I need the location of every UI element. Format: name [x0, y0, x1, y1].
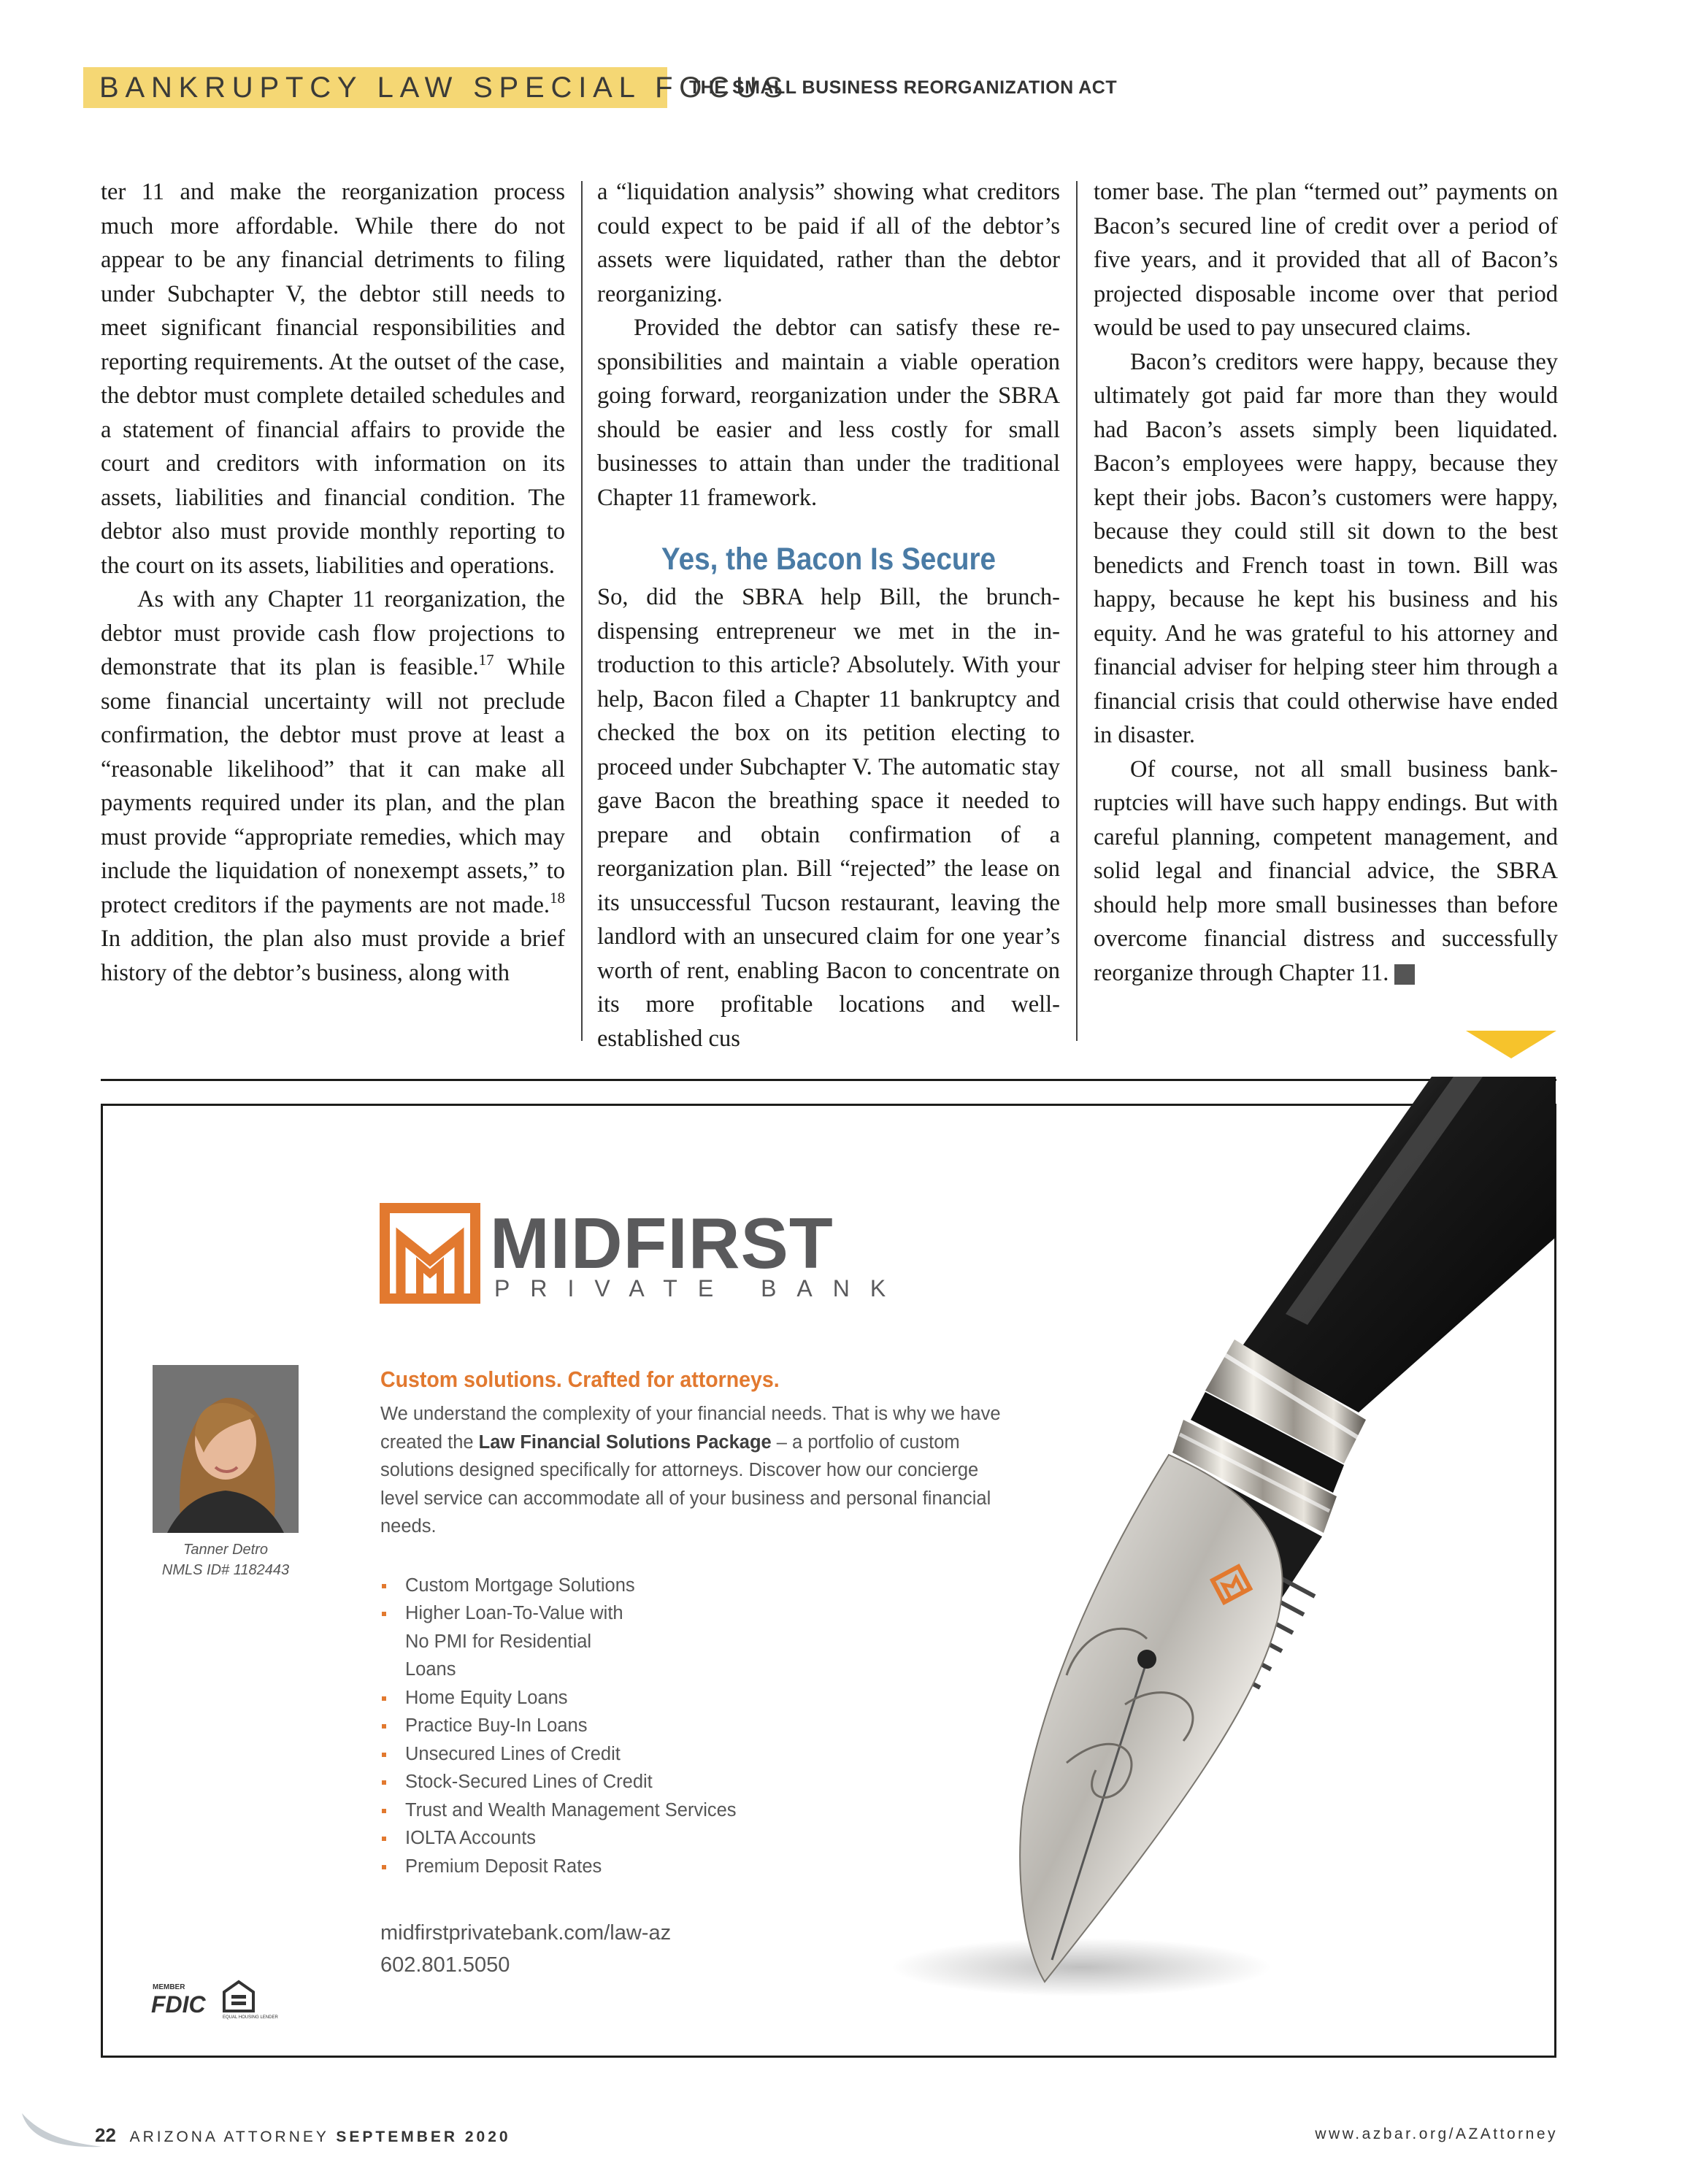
service-item: Home Equity Loans — [380, 1684, 1008, 1712]
person-portrait-icon — [153, 1365, 299, 1533]
ad-separator — [101, 1079, 1556, 1081]
services-list — [380, 1572, 1008, 1881]
ad-url-link[interactable]: midfirstprivatebank.com/law-az — [380, 1921, 672, 1945]
column-divider — [1076, 181, 1078, 1041]
paragraph-text: As with any Chapter 11 reorganization, the debtor must provide cash flow projections to demonstrate that its plan is feasible. — [101, 586, 565, 680]
article-column-1 — [101, 175, 565, 990]
fdic-member-text: MEMBER — [153, 1983, 185, 1991]
paragraph — [101, 582, 565, 990]
paragraph: Bacon’s creditors were happy, because they ultimately got paid far more than they would had Bacon’s assets simply been liquidated. Bacon’s employees were happy, because they kept their jobs. Bacon’s customers were happy, because they could still sit down to the best benedicts and French toast in town. Bill was happy, because he kept his business and his equity. And he was grateful to his attorney and financial adviser for helping steer him through a financial crisis that could otherwise have ended in disaster. — [1094, 348, 1558, 748]
page-footer-left — [95, 2124, 511, 2147]
ad-copy-block — [380, 1364, 1008, 1981]
service-item: Higher Loan-To-Value with No PMI for Residential Loans — [380, 1599, 624, 1684]
footer-website-link[interactable]: www.azbar.org/AZAttorney — [1315, 2126, 1558, 2142]
midfirst-advertisement[interactable] — [101, 1104, 1556, 2058]
issue-date: SEPTEMBER 2020 — [336, 2129, 511, 2145]
paragraph: tomer base. The plan “termed out” payments on Bacon’s secured line of credit over a period of five years, and it provided that all of Bacon’s projected disposable income over that period would be used to pay unsecured claims. — [1094, 179, 1558, 341]
regulatory-logos — [151, 1976, 278, 2023]
service-item: Custom Mortgage Solutions — [380, 1572, 1008, 1600]
paragraph: Provided the debtor can satisfy these responsibilities and maintain a viable operation going forward, reorganization under the SBRA should be easier and less costly for small businesses to attain than under the traditional Chapter 11 framework. — [597, 315, 1060, 511]
logo-subtitle: PRIVATE BANK — [494, 1275, 907, 1301]
service-item: IOLTA Accounts — [380, 1824, 1008, 1853]
service-item: Premium Deposit Rates — [380, 1853, 1008, 1881]
ad-body-text: We understand the complexity of your financial needs. That is why we have created the — [380, 1404, 1001, 1453]
midfirst-logo-icon — [379, 1202, 481, 1304]
paragraph: ter 11 and make the reorganization process much more affordable. While there do not appear to be any financial detriments to filing under Subchapter V, the debtor still needs to meet significant financial responsibilities and reporting requirements. At the outset of the case, the debtor must complete detailed schedules and a statement of financial affairs to provide the court and creditors with information on its assets, liabilities and financial condition. The debtor also must provide monthly reporting to the court on its assets, liabilities and operations. — [101, 179, 565, 579]
banker-photo — [153, 1365, 299, 1533]
ad-headline: Custom solutions. Crafted for attorneys. — [380, 1366, 780, 1392]
logo-wordmark: MIDFIRST — [490, 1203, 834, 1283]
section-tag: BANKRUPTCY LAW SPECIAL FOCUS — [83, 67, 667, 108]
page-number: 22 — [95, 2124, 116, 2146]
ad-phone-link[interactable]: 602.801.5050 — [380, 1953, 510, 1977]
paragraph-text: While some financial uncertainty will not preclude confirmation, the debtor must prove at least a “reasonable likelihood” that it can make all payments required under its plan, and the plan must provide “appropriate remedies, which may include the liquidation of nonexempt assets,” to protect creditors if the payments are not made. — [101, 654, 565, 918]
publication-name: ARIZONA ATTORNEY — [129, 2129, 329, 2145]
article-column-3 — [1094, 175, 1558, 990]
end-of-article-icon: AZ — [1394, 964, 1415, 985]
banker-caption — [132, 1539, 319, 1580]
paragraph-text: Of course, not all small business bankruptcies will have such happy endings. But with careful planning, competent management, and solid legal and financial advice, the SBRA should help more small businesses than before overcome financial distress and successfully reorganize through Chapter 11. — [1094, 755, 1558, 986]
paragraph: a “liquidation analysis” showing what creditors could expect to be paid if all of the debtor’s assets were liquidated, rather than the debtor reorganizing. — [597, 179, 1060, 307]
subheading: Yes, the Bacon Is Secure — [661, 542, 996, 577]
fdic-text: FDIC — [151, 1991, 206, 2018]
footnote-ref-18[interactable]: 18 — [550, 888, 565, 907]
footnote-ref-17[interactable]: 17 — [478, 651, 494, 669]
ehl-text: EQUAL HOUSING LENDER — [223, 2015, 278, 2020]
ad-contact — [380, 1917, 1008, 1981]
page-swoosh-icon — [22, 2106, 102, 2150]
column-divider — [581, 181, 583, 1041]
fdic-equal-housing-icon — [151, 1976, 278, 2020]
ad-body — [380, 1400, 1008, 1541]
package-name: Law Financial Solutions Package — [478, 1431, 772, 1453]
service-item: Stock-Secured Lines of Credit — [380, 1768, 1008, 1796]
ad-body-text: – a portfolio of custom solutions designed specifically for attorneys. Discover how our concierge level service can accommodate all of your business and personal financial needs. — [380, 1431, 991, 1537]
article-topic: THE SMALL BUSINESS REORGANIZATION ACT — [689, 77, 1118, 98]
paragraph-text: In addition, the plan also must provide a brief history of the debtor’s business, along with — [101, 926, 565, 986]
paragraph — [1094, 753, 1558, 991]
service-item: Unsecured Lines of Credit — [380, 1740, 1008, 1769]
paragraph: So, did the SBRA help Bill, the brunch-dispensing entrepreneur we met in the introduction to this article? Absolutely. With your help, Bacon filed a Chapter 11 bankruptcy and checked the box on its petition electing to proceed under Subchapter V. The automatic stay gave Bacon the breathing space it needed to prepare and obtain confirmation of a reorganization plan. Bill “rejected” the lease on its unsuccessful Tucson restaurant, leaving the landlord with an unsecured claim for one year’s worth of rent, enabling Bacon to concentrate on its more profitable locations and well-established cus — [597, 584, 1060, 1052]
banker-nmls: NMLS ID# 1182443 — [161, 1562, 290, 1578]
service-item: Practice Buy-In Loans — [380, 1712, 1008, 1740]
article-column-2 — [597, 175, 1060, 1056]
banker-name: Tanner Detro — [183, 1542, 268, 1558]
service-item: Trust and Wealth Management Services — [380, 1796, 1008, 1825]
continue-arrow-icon — [1466, 1031, 1556, 1058]
